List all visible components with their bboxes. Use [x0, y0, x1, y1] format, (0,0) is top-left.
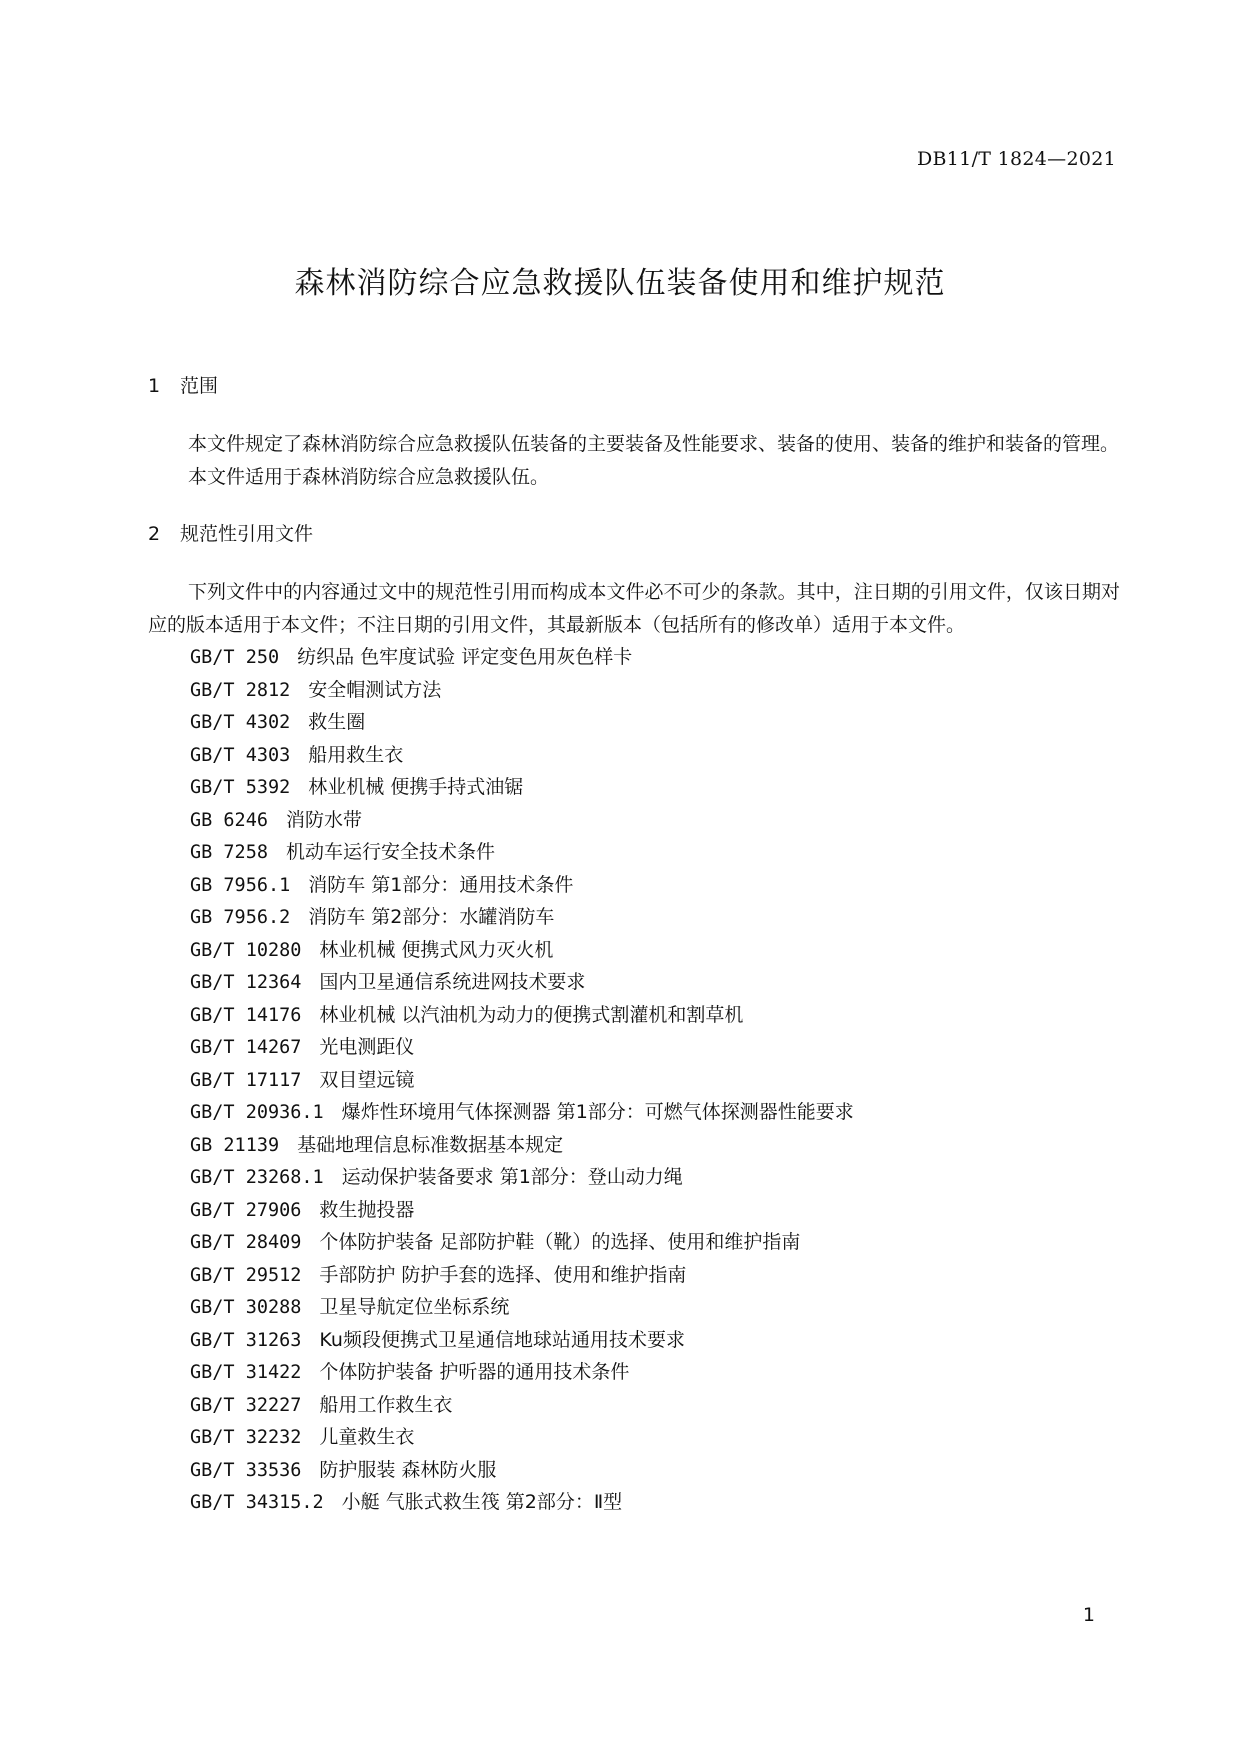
reference-title: 爆炸性环境用气体探测器 第1部分：可燃气体探测器性能要求: [341, 1101, 854, 1123]
reference-title: 船用救生衣: [308, 743, 404, 766]
reference-item: [190, 1356, 1120, 1389]
reference-title: 个体防护装备 足部防护鞋（靴）的选择、使用和维护指南: [319, 1231, 801, 1253]
reference-code: GB/T 250: [190, 647, 280, 668]
reference-code: GB/T 30288: [190, 1297, 302, 1318]
reference-item: [190, 999, 1120, 1032]
scope-paragraph-1: 本文件规定了森林消防综合应急救援队伍装备的主要装备及性能要求、装备的使用、装备的维护和装备的管理。: [188, 433, 1120, 455]
reference-item: [190, 1194, 1120, 1227]
reference-item: [190, 1064, 1120, 1097]
reference-code: GB/T 33536: [190, 1459, 302, 1481]
section-title: 规范性引用文件: [180, 523, 314, 545]
reference-code: GB/T 10280: [190, 939, 302, 961]
reference-title: 安全帽测试方法: [308, 678, 442, 701]
reference-item: [190, 1324, 1120, 1357]
reference-code: GB/T 29512: [190, 1264, 302, 1286]
reference-item: [190, 869, 1120, 902]
reference-title: 船用工作救生衣: [319, 1393, 453, 1416]
page-number: 1: [1082, 1604, 1095, 1626]
references-intro-paragraph: 下列文件中的内容通过文中的规范性引用而构成本文件必不可少的条款。其中，注日期的引用文件，仅该日期对应的版本适用于本文件；不注日期的引用文件，其最新版本（包括所有的修改单）适用于本文件。: [148, 581, 1120, 636]
reference-code: GB/T 14176: [190, 1004, 302, 1026]
reference-title: 纺织品 色牢度试验 评定变色用灰色样卡: [297, 646, 633, 668]
section-title: 范围: [180, 375, 219, 397]
reference-item: [190, 771, 1120, 804]
reference-item: [190, 674, 1120, 707]
reference-title: 手部防护 防护手套的选择、使用和维护指南: [319, 1263, 687, 1286]
reference-title: 儿童救生衣: [319, 1426, 415, 1448]
reference-title: 林业机械 以汽油机为动力的便携式割灌机和割草机: [319, 1003, 744, 1026]
document-title: 森林消防综合应急救援队伍装备使用和维护规范: [294, 266, 946, 301]
reference-title: 小艇 气胀式救生筏 第2部分：Ⅱ型: [341, 1491, 623, 1513]
reference-title: 机动车运行安全技术条件: [285, 841, 495, 863]
reference-code: GB/T 31422: [190, 1362, 302, 1383]
reference-code: GB 6246: [190, 809, 268, 831]
reference-title: 消防车 第2部分：水罐消防车: [308, 906, 555, 928]
reference-item: [190, 1486, 1120, 1519]
reference-item: [190, 1129, 1120, 1162]
section-number: 1: [148, 375, 161, 397]
reference-item: [190, 1096, 1120, 1129]
section-heading-scope: [148, 370, 1120, 402]
document-body: [148, 370, 1120, 1519]
reference-item: [190, 1421, 1120, 1454]
reference-code: GB/T 4303: [190, 744, 291, 766]
reference-code: GB/T 32232: [190, 1427, 302, 1448]
reference-code: GB 7956.2: [190, 907, 291, 928]
reference-item: [190, 1389, 1120, 1422]
reference-code: GB 7956.1: [190, 874, 291, 896]
reference-list: [148, 641, 1120, 1519]
reference-title: 基础地理信息标准数据基本规定: [297, 1133, 564, 1156]
reference-code: GB/T 2812: [190, 679, 291, 701]
reference-code: GB/T 17117: [190, 1069, 302, 1091]
reference-item: [190, 1454, 1120, 1487]
reference-title: 防护服装 森林防火服: [319, 1458, 497, 1481]
section-heading-normative-references: [148, 518, 1120, 550]
reference-title: 林业机械 便携手持式油锯: [308, 776, 524, 798]
reference-title: 光电测距仪: [319, 1036, 415, 1058]
reference-item: [190, 1226, 1120, 1259]
reference-title: 消防车 第1部分：通用技术条件: [308, 873, 574, 896]
reference-code: GB/T 5392: [190, 777, 291, 798]
reference-code: GB/T 14267: [190, 1037, 302, 1058]
reference-item: [190, 804, 1120, 837]
reference-code: GB/T 4302: [190, 712, 291, 733]
reference-code: GB/T 27906: [190, 1199, 302, 1221]
reference-item: [190, 901, 1120, 934]
reference-code: GB/T 23268.1: [190, 1167, 324, 1188]
document-code: DB11/T 1824—2021: [917, 148, 1116, 170]
reference-item: [190, 641, 1120, 674]
reference-code: GB/T 20936.1: [190, 1102, 324, 1123]
reference-code: GB/T 31263: [190, 1329, 302, 1351]
reference-title: 国内卫星通信系统进网技术要求: [319, 971, 586, 993]
reference-code: GB 21139: [190, 1134, 280, 1156]
reference-title: 双目望远镜: [319, 1068, 415, 1091]
reference-item: [190, 836, 1120, 869]
reference-item: [190, 1031, 1120, 1064]
reference-title: 运动保护装备要求 第1部分：登山动力绳: [341, 1166, 683, 1188]
reference-item: [190, 966, 1120, 999]
reference-code: GB/T 34315.2: [190, 1492, 324, 1513]
reference-item: [190, 1161, 1120, 1194]
reference-code: GB 7258: [190, 842, 268, 863]
reference-code: GB/T 32227: [190, 1394, 302, 1416]
reference-title: 林业机械 便携式风力灭火机: [319, 938, 554, 961]
reference-code: GB/T 28409: [190, 1232, 302, 1253]
reference-title: 卫星导航定位坐标系统: [319, 1296, 510, 1318]
reference-item: [190, 1291, 1120, 1324]
reference-item: [190, 934, 1120, 967]
reference-item: [190, 739, 1120, 772]
section-number: 2: [148, 523, 161, 545]
scope-paragraph-2: 本文件适用于森林消防综合应急救援队伍。: [188, 465, 550, 488]
reference-title: 个体防护装备 护听器的通用技术条件: [319, 1361, 630, 1383]
reference-title: Ku频段便携式卫星通信地球站通用技术要求: [319, 1328, 685, 1351]
reference-code: GB/T 12364: [190, 972, 302, 993]
reference-title: 消防水带: [285, 808, 362, 831]
reference-title: 救生圈: [308, 711, 366, 733]
reference-title: 救生抛投器: [319, 1198, 415, 1221]
reference-item: [190, 1259, 1120, 1292]
reference-item: [190, 706, 1120, 739]
